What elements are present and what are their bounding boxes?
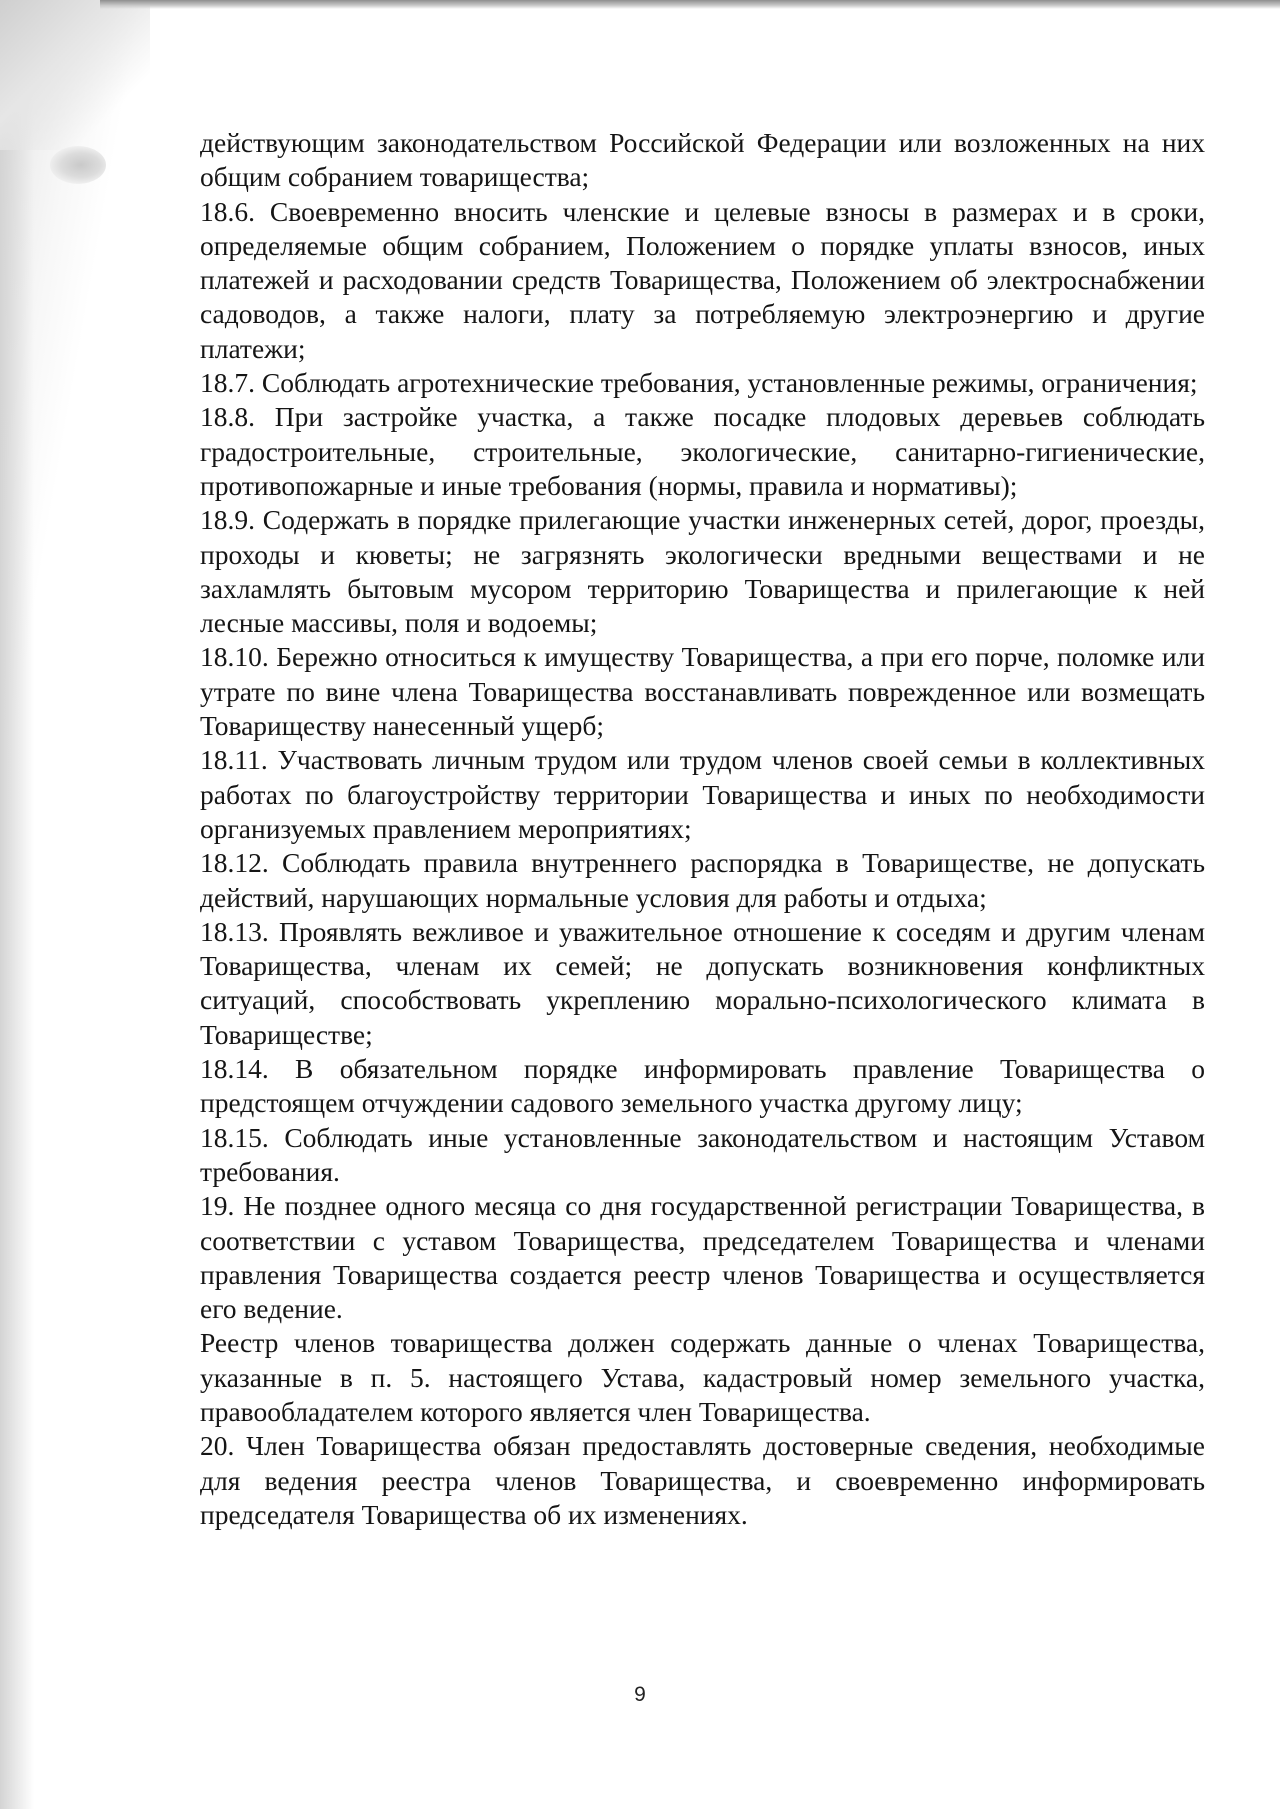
page-number: 9 (634, 1683, 646, 1706)
paragraph-19: 19. Не позднее одного месяца со дня государственной регистрации Товарищества, в соответствии с уставом Товарищества, председателем Товарищества и членами правления Товарищества создается реестр членов Товарищества и осуществляется его ведение. (200, 1190, 1205, 1325)
scan-top-edge (100, 0, 1280, 9)
punch-hole-mark (50, 146, 106, 184)
paragraph-18-7: 18.7. Соблюдать агротехнические требования, установленные режимы, ограничения; (200, 367, 1198, 399)
page-fold-shadow (0, 0, 34, 1809)
paragraph-18-15: 18.15. Соблюдать иные установленные законодательством и настоящим Уставом требования. (200, 1121, 1205, 1187)
paragraph-20: 20. Член Товарищества обязан предоставлять достоверные сведения, необходимые для ведения реестра членов Товарищества, и своевременно информировать председателя Товарищества об их изменениях. (200, 1430, 1205, 1530)
document-body (200, 126, 1205, 1532)
paragraph-18-12: 18.12. Соблюдать правила внутреннего распорядка в Товариществе, не допускать действий, нарушающих нормальные условия для работы и отдыха; (200, 847, 1205, 913)
paragraph-18-14: 18.14. В обязательном порядке информировать правление Товарищества о предстоящем отчуждении садового земельного участка другому лицу; (200, 1053, 1205, 1119)
paragraph-continuation: действующим законодательством Российской Федерации или возложенных на них общим собранием товарищества; (200, 127, 1205, 193)
paragraph-18-9: 18.9. Содержать в порядке прилегающие участки инженерных сетей, дорог, проезды, проходы и кюветы; не загрязнять экологически вредными веществами и не захламлять бытовым мусором территорию Товарищества и прилегающие к ней лесные массивы, поля и водоемы; (200, 504, 1205, 639)
paragraph-18-11: 18.11. Участвовать личным трудом или трудом членов своей семьи в коллективных работах по благоустройству территории Товарищества и иных по необходимости организуемых правлением мероприятиях; (200, 744, 1205, 844)
paragraph-19-registry: Реестр членов товарищества должен содержать данные о членах Товарищества, указанные в п. 5. настоящего Устава, кадастровый номер земельного участка, правообладателем которого является член Товарищества. (200, 1327, 1205, 1427)
page-corner-shadow (0, 0, 150, 150)
paragraph-18-10: 18.10. Бережно относиться к имуществу Товарищества, а при его порче, поломке или утрате по вине члена Товарищества восстанавливать поврежденное или возмещать Товариществу нанесенный ущерб; (200, 641, 1205, 742)
paragraph-18-8: 18.8. При застройке участка, а также посадке плодовых деревьев соблюдать градостроительные, строительные, экологические, санитарно-гигиенические, противопожарные и иные требования (нормы, правила и нормативы); (200, 401, 1205, 501)
paragraph-18-13: 18.13. Проявлять вежливое и уважительное отношение к соседям и другим членам Товарищества, членам их семей; не допускать возникновения конфликтных ситуаций, способствовать укреплению морально-психологического климата в Товариществе; (200, 915, 1205, 1050)
paragraph-18-6: 18.6. Своевременно вносить членские и целевые взносы в размерах и в сроки, определяемые общим собранием, Положением о порядке уплаты взносов, иных платежей и расходовании средств Товарищества, Положением об электроснабжении садоводов, а также налоги, плату за потребляемую электроэнергию и другие платежи; (200, 195, 1205, 364)
